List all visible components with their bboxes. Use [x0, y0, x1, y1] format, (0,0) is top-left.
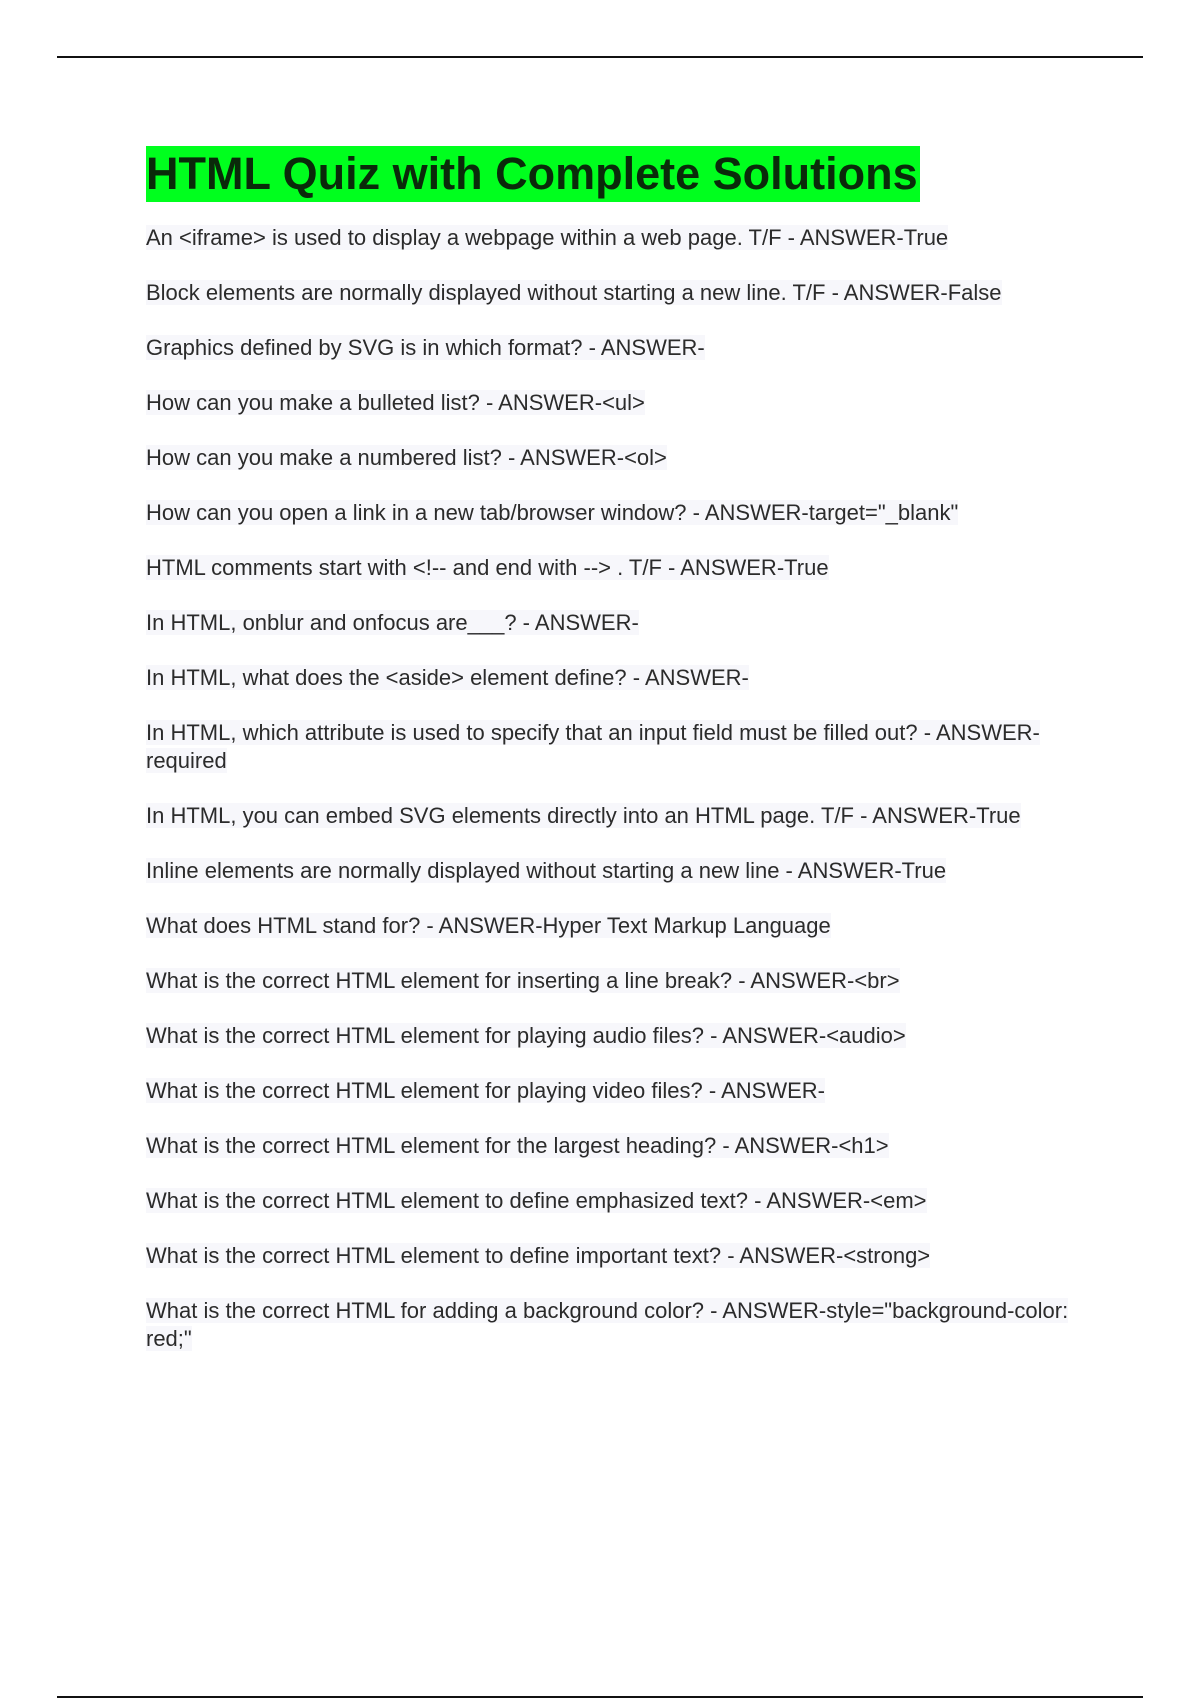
qa-text: How can you make a bulleted list? - ANSWER-<ul>	[146, 390, 645, 415]
document-body	[146, 146, 1106, 1380]
list-item	[146, 719, 1106, 775]
list-item	[146, 1242, 1106, 1270]
list-item	[146, 1297, 1106, 1353]
qa-text: What is the correct HTML element for inserting a line break? - ANSWER-<br>	[146, 968, 900, 993]
list-item	[146, 224, 1106, 252]
qa-text: In HTML, onblur and onfocus are___? - ANSWER-	[146, 610, 639, 635]
qa-text: In HTML, you can embed SVG elements directly into an HTML page. T/F - ANSWER-True	[146, 803, 1021, 828]
list-item	[146, 664, 1106, 692]
list-item	[146, 912, 1106, 940]
list-item	[146, 279, 1106, 307]
list-item	[146, 499, 1106, 527]
list-item	[146, 334, 1106, 362]
qa-text: In HTML, what does the <aside> element define? - ANSWER-	[146, 665, 749, 690]
list-item	[146, 1187, 1106, 1215]
qa-text: How can you open a link in a new tab/browser window? - ANSWER-target="_blank"	[146, 500, 959, 525]
list-item	[146, 1077, 1106, 1105]
qa-text: What is the correct HTML element for playing audio files? - ANSWER-<audio>	[146, 1023, 906, 1048]
page-title: HTML Quiz with Complete Solutions	[146, 146, 920, 202]
list-item	[146, 609, 1106, 637]
qa-text: HTML comments start with <!-- and end with --> . T/F - ANSWER-True	[146, 555, 829, 580]
qa-text: Graphics defined by SVG is in which format? - ANSWER-	[146, 335, 705, 360]
list-item	[146, 967, 1106, 995]
list-item	[146, 389, 1106, 417]
list-item	[146, 444, 1106, 472]
top-rule	[57, 56, 1143, 58]
qa-text: In HTML, which attribute is used to specify that an input field must be filled out? - ANSWER-required	[146, 720, 1040, 773]
qa-text: What does HTML stand for? - ANSWER-Hyper Text Markup Language	[146, 913, 831, 938]
qa-text: Block elements are normally displayed without starting a new line. T/F - ANSWER-False	[146, 280, 1002, 305]
qa-text: What is the correct HTML for adding a background color? - ANSWER-style="background-color: red;"	[146, 1298, 1069, 1351]
qa-text: How can you make a numbered list? - ANSWER-<ol>	[146, 445, 667, 470]
list-item	[146, 1132, 1106, 1160]
qa-text: What is the correct HTML element to define emphasized text? - ANSWER-<em>	[146, 1188, 927, 1213]
bottom-rule	[57, 1696, 1143, 1698]
qa-text: What is the correct HTML element for the largest heading? - ANSWER-<h1>	[146, 1133, 889, 1158]
list-item	[146, 802, 1106, 830]
qa-text: Inline elements are normally displayed without starting a new line - ANSWER-True	[146, 858, 947, 883]
qa-list	[146, 224, 1106, 1353]
qa-text: An <iframe> is used to display a webpage within a web page. T/F - ANSWER-True	[146, 225, 949, 250]
list-item	[146, 554, 1106, 582]
qa-text: What is the correct HTML element to define important text? - ANSWER-<strong>	[146, 1243, 931, 1268]
qa-text: What is the correct HTML element for playing video files? - ANSWER-	[146, 1078, 825, 1103]
list-item	[146, 1022, 1106, 1050]
list-item	[146, 857, 1106, 885]
